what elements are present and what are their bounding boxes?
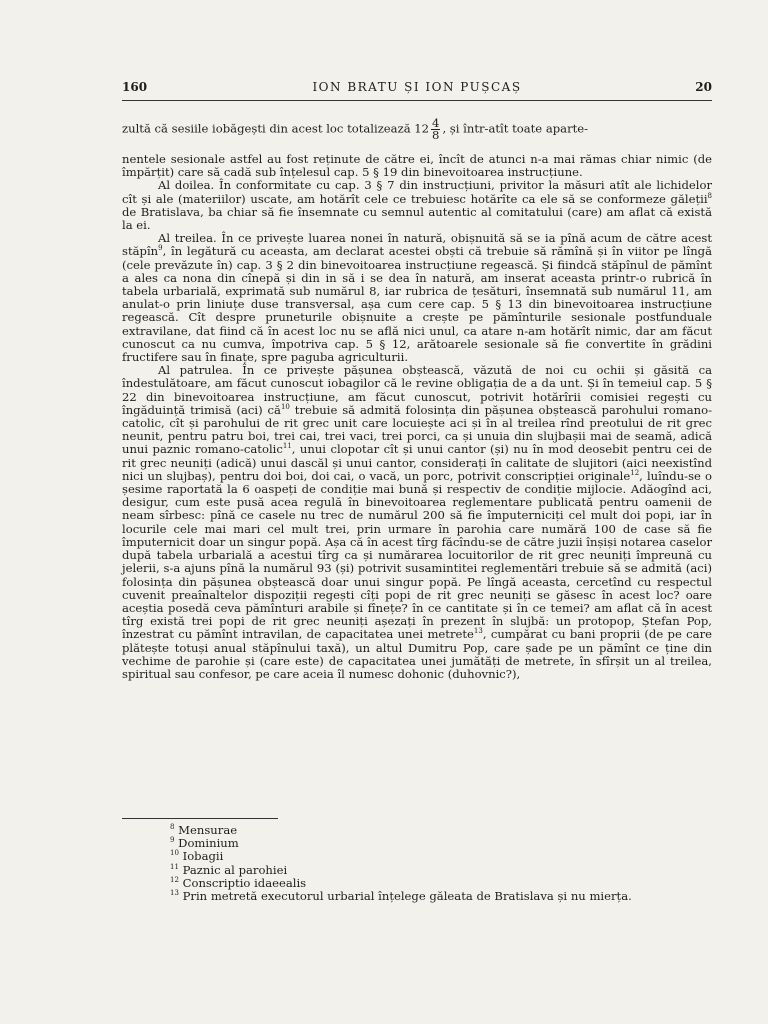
footnote-ref: 13: [473, 627, 483, 636]
footnote-number: 12: [170, 875, 179, 884]
text-run: trebuie să admită folosința din pășunea obștească parohului romano-catolic, cît și parohului de rit grec unit care locuiește aci și în al treilea rînd preotului de rit grec neunit, pentru patru boi, trei cai, trei vaci, trei porci, ca și unuia din slujbașii mai de seamă, adică unui paznic romano-catolic: [122, 402, 712, 457]
footnotes: [170, 824, 730, 903]
footnote-text: Dominium: [178, 836, 239, 851]
footnote-number: 8: [170, 823, 175, 832]
text-run: În ce privește luarea nonei în natură, obișnuită să se ia pînă acum de către acest stăpîn: [122, 231, 712, 259]
footnote: [170, 824, 730, 837]
footnote-ref: 9: [158, 244, 163, 253]
body-text: [122, 118, 712, 681]
footnote-number: 9: [170, 836, 175, 845]
footnote-text: Paznic al parohiei: [182, 862, 288, 877]
footnote-rule: [122, 818, 278, 819]
text-run: În ce privește pășunea obștească, văzută de noi cu ochii și găsită ca îndestulătoare, am făcut cunoscut iobagilor că le revine obligația de a da unt. Și în temeiul cap. 5 § 22 din binevoitoarea instrucțiune, am făcut cunoscut, potrivit hotărîrii comisiei regești cu îngăduință trimisă (aci) că: [122, 363, 712, 417]
text-run: , și într-atît toate aparte-: [442, 121, 589, 136]
footnote: [170, 837, 730, 850]
footnote-text: Prin metretă executorul urbarial înțelege găleata de Bratislava și nu mierța.: [182, 889, 632, 904]
text-run: , luîndu-se o șesime raportată la 6 oaspeți de condiție mai bună și respectiv de condiție mijlocie. Adăogînd aci, desigur, cum este pusă acea regulă în binevoitoarea reglementare publicată pentru oamenii de neam sîrbesc: pînă ce casele nu trec de numărul 200 să fie împuterniciți cel mult doi popi, iar în locurile cele mai mari cel mult trei, prin urmare în parohia care numără 100 de case să fie împuternicit doar un singur popă. Așa că în acest tîrg făcîndu-se de către juzii înșiși notarea caselor după tabela urbarială a acestui tîrg ca și numărarea locuitorilor de rit grec neuniți împreună cu jelerii, s-a ajuns pînă la numărul 93 (și) potrivit susamintitei reglementări trebuie să se admită (aci) folosința din pășunea obștească doar unui singur popă. Pe lîngă aceasta, cercetînd cu respectul cuvenit preaînaltelor dispoziții regești cîți popi de rit grec neuniți se găsesc în acest loc? oare aceștia posedă ceva pămînturi arabile și fînețe? în ce cantitate și în ce temei? am aflat că în acest tîrg există trei popi de rit grec neuniți așezați în prezent în slujbă: un protopop, Ștefan Pop, înzestrat cu pămînt intravilan, de capacitatea unei metrete: [122, 468, 712, 642]
paragraph-1: nentele sesionale astfel au fost reținute de către ei, încît de atunci n-a mai rămas chiar nimic (de împărțit) care să cadă sub înțelesul cap. 5 § 19 din binevoitoarea instrucțiune.: [122, 152, 712, 180]
header-rule: [122, 100, 712, 101]
paragraph-continuation: [122, 118, 712, 141]
fraction-numerator: 4: [432, 116, 440, 130]
paragraph-lead: Al doilea.: [158, 178, 215, 193]
footnote-text: Conscriptio idaeealis: [182, 875, 307, 890]
footnote-ref: 8: [707, 191, 712, 200]
text-run: , în legătură cu aceasta, am declarat acestei obști că trebuie să rămînă și în viitor pe lîngă (cele prevăzute în) cap. 3 § 2 din binevoitoarea instrucțiune regească. Și fiindcă stăpînul de pămînt a ales ca nona din cînepă și din in să i se dea în natură, am inserat aceasta printr-o rubrică în tabela urbarială, exprimată sub numărul 8, iar rubrica de țesături, însemnată sub numărul 11, am anulat-o prin liniuțe duse transversal, așa cum cere cap. 5 § 13 din binevoitoarea instrucțiune regească. Cît despre pruneturile obișnuite a crește pe pămînturile sesionale postfunduale extravilane, dat fiind că în acest loc nu se află nici unul, ca atare n-am hotărît nimic, dar am făcut cunoscut ca nu cumva, împotriva cap. 5 § 12, arătoarele sesionale să fie convertite în grădini fructifere sau în finațe, spre paguba agriculturii.: [122, 244, 712, 365]
text-run: de Bratislava, ba chiar să fie însemnate cu semnul autentic al comitatului (care) am aflat că există la ei.: [122, 204, 712, 233]
running-header: [122, 80, 712, 100]
footnote: [170, 890, 730, 903]
page-number-right: 20: [695, 80, 712, 94]
footnote-ref: 11: [282, 442, 292, 451]
running-title: ION BRATU ȘI ION PUȘCAȘ: [312, 80, 522, 94]
fraction-denominator: 8: [432, 128, 440, 142]
footnote-text: Mensurae: [178, 823, 238, 837]
fraction: [431, 118, 440, 141]
text-run: În conformitate cu cap. 3 § 7 din instrucțiuni, privitor la măsuri atît ale lichidelor cît și ale (materiilor) uscate, am hotărît cele ce trebuiesc hotărîte ca ele să se conformeze găleții: [122, 178, 712, 206]
footnote-text: Iobagii: [182, 849, 224, 864]
paragraph-lead: Al treilea.: [158, 231, 217, 246]
page-number-left: 160: [122, 80, 148, 94]
footnote-ref: 12: [630, 469, 640, 478]
footnote-ref: 10: [280, 403, 290, 411]
paragraph-4: [122, 364, 712, 681]
footnote-number: 13: [170, 889, 179, 898]
text-run: zultă că sesiile iobăgești din acest loc totalizează 12: [122, 121, 430, 136]
paragraph-2: [122, 179, 712, 232]
text-run: , cumpărat cu bani proprii (de pe care plătește totuși anual stăpînului taxă), un altul Dumitru Pop, care șade pe un pămînt ce ține din vechime de parohie și (care este) de capacitatea unei jumătăți de metrete, în sfîrșit un al treilea, spiritual sau confesor, pe care aceia îl numesc dohonic (duhovnic?),: [122, 627, 712, 681]
paragraph-3: [122, 232, 712, 364]
footnote-number: 10: [170, 849, 179, 858]
text-run: , unui clopotar cît și unui cantor (și) nu în mod deosebit pentru cei de rit grec neuniți (adică) unui dascăl și unui cantor, considerați în calitate de slujitori (aici neexistînd nici un slujbaș), pentru doi boi, doi cai, o vacă, un porc, potrivit conscripției originale: [122, 442, 712, 483]
footnote-number: 11: [170, 862, 179, 871]
paragraph-lead: Al patrulea.: [158, 363, 233, 378]
